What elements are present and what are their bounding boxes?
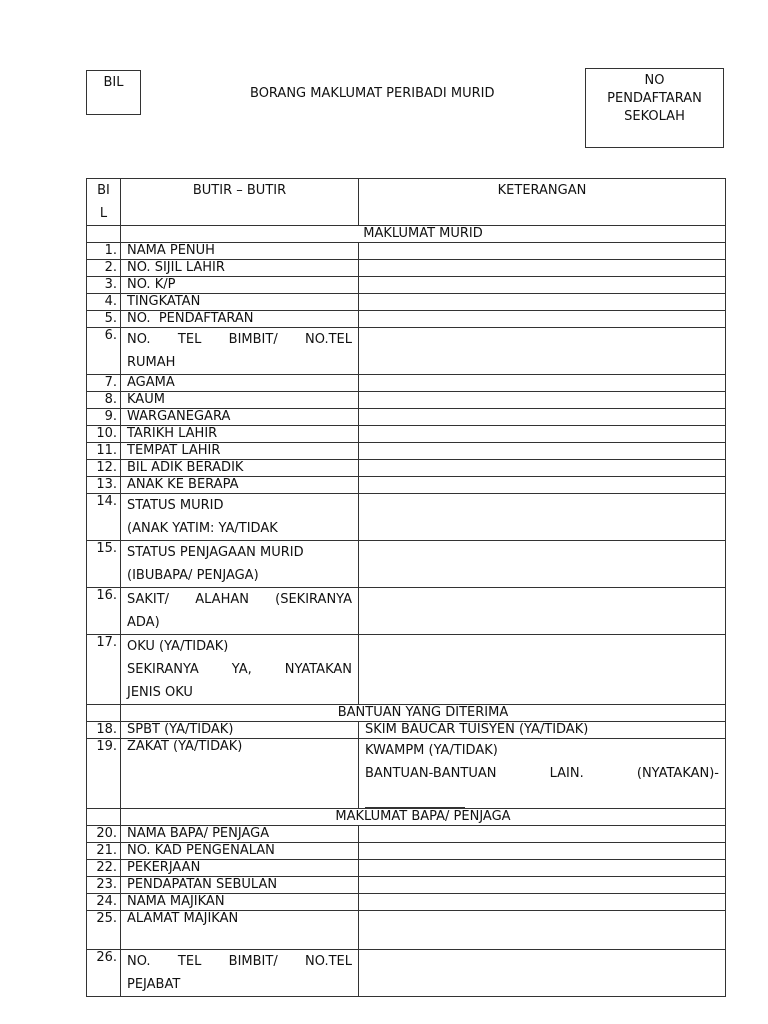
table-row: [87, 494, 726, 541]
row-answer-cell[interactable]: [359, 243, 726, 260]
row-answer-cell[interactable]: [359, 477, 726, 494]
row-answer-cell[interactable]: [359, 311, 726, 328]
form-title: BORANG MAKLUMAT PERIBADI MURID: [250, 86, 495, 101]
row-answer-cell[interactable]: [359, 826, 726, 843]
table-row: [87, 477, 726, 494]
answer-blank-line[interactable]: [365, 785, 719, 808]
section-row: [87, 809, 726, 826]
table-row: [87, 328, 726, 375]
no-line-2: PENDAFTARAN: [607, 91, 702, 106]
row-number: 9.: [87, 409, 121, 426]
section-bantuan: BANTUAN YANG DITERIMA: [121, 705, 726, 722]
row-answer-cell[interactable]: [359, 460, 726, 477]
header-bil: [87, 179, 121, 226]
row-label-line: (ANAK YATIM: YA/TIDAK: [127, 521, 278, 536]
section-blank-cell: [87, 226, 121, 243]
row-label: [121, 328, 359, 375]
row-answer-cell[interactable]: SKIM BAUCAR TUISYEN (YA/TIDAK): [359, 722, 726, 739]
row-label: AGAMA: [121, 375, 359, 392]
table-row: [87, 294, 726, 311]
row-label: NAMA PENUH: [121, 243, 359, 260]
row-answer-line: BANTUAN-BANTUAN LAIN. (NYATAKAN)-: [365, 766, 719, 781]
row-number: 2.: [87, 260, 121, 277]
row-label-line: SEKIRANYA YA, NYATAKAN: [127, 662, 352, 677]
table-row: [87, 260, 726, 277]
row-label: TARIKH LAHIR: [121, 426, 359, 443]
row-answer-cell[interactable]: [359, 426, 726, 443]
row-answer-cell[interactable]: [359, 911, 726, 950]
row-number: 15.: [87, 541, 121, 588]
row-number: 24.: [87, 894, 121, 911]
row-number: 21.: [87, 843, 121, 860]
row-number: 4.: [87, 294, 121, 311]
table-row: [87, 950, 726, 997]
student-info-table: [86, 178, 726, 997]
row-label: ZAKAT (YA/TIDAK): [121, 739, 359, 809]
table-row: [87, 860, 726, 877]
row-label: PENDAPATAN SEBULAN: [121, 877, 359, 894]
row-label-line: ADA): [127, 615, 160, 630]
row-answer-cell[interactable]: [359, 375, 726, 392]
table-row: [87, 311, 726, 328]
row-label: [121, 541, 359, 588]
row-answer-cell[interactable]: [359, 392, 726, 409]
row-label-line: STATUS PENJAGAAN MURID: [127, 545, 304, 560]
row-number: 22.: [87, 860, 121, 877]
row-label: [121, 588, 359, 635]
row-label: NO. SIJIL LAHIR: [121, 260, 359, 277]
row-label-line: STATUS MURID: [127, 498, 224, 513]
row-number: 1.: [87, 243, 121, 260]
table-row: [87, 426, 726, 443]
row-label-line: NO. TEL BIMBIT/ NO.TEL: [127, 954, 352, 969]
bil-box: [86, 70, 141, 115]
row-number: 10.: [87, 426, 121, 443]
registration-number-box: [585, 68, 724, 148]
row-number: 8.: [87, 392, 121, 409]
row-answer-cell[interactable]: [359, 860, 726, 877]
row-answer-cell[interactable]: [359, 277, 726, 294]
row-number: 6.: [87, 328, 121, 375]
header-bil-line2: L: [99, 206, 108, 221]
row-label: KAUM: [121, 392, 359, 409]
table-row: [87, 375, 726, 392]
row-number: 23.: [87, 877, 121, 894]
row-number: 5.: [87, 311, 121, 328]
row-answer-cell[interactable]: [359, 260, 726, 277]
header-bil-line1: BI: [97, 183, 110, 198]
table-row: [87, 277, 726, 294]
table-header-row: [87, 179, 726, 226]
row-label: ANAK KE BERAPA: [121, 477, 359, 494]
row-number: 26.: [87, 950, 121, 997]
section-row: [87, 226, 726, 243]
table-row: [87, 722, 726, 739]
row-answer-cell[interactable]: [359, 541, 726, 588]
table-row: [87, 541, 726, 588]
row-answer-cell[interactable]: [359, 494, 726, 541]
no-line-1: NO: [644, 73, 665, 88]
row-label-line: RUMAH: [127, 355, 176, 370]
row-answer-cell[interactable]: [359, 328, 726, 375]
row-answer-line: KWAMPM (YA/TIDAK): [365, 743, 498, 758]
row-label: PEKERJAAN: [121, 860, 359, 877]
row-label: ALAMAT MAJIKAN: [121, 911, 359, 950]
table-row: [87, 588, 726, 635]
row-number: 20.: [87, 826, 121, 843]
row-label-line: SAKIT/ ALAHAN (SEKIRANYA: [127, 592, 352, 607]
row-label-line: OKU (YA/TIDAK): [127, 639, 229, 654]
row-answer-cell[interactable]: [359, 588, 726, 635]
no-line-3: SEKOLAH: [624, 109, 685, 124]
table-row: [87, 826, 726, 843]
section-maklumat-murid: MAKLUMAT MURID: [121, 226, 726, 243]
header-butir: BUTIR – BUTIR: [121, 179, 359, 226]
row-label: NO. K/P: [121, 277, 359, 294]
table-row: [87, 635, 726, 705]
section-maklumat-bapa: MAKLUMAT BAPA/ PENJAGA: [121, 809, 726, 826]
table-row: [87, 911, 726, 950]
row-answer-cell[interactable]: [359, 877, 726, 894]
row-number: 11.: [87, 443, 121, 460]
row-number: 17.: [87, 635, 121, 705]
row-label: TINGKATAN: [121, 294, 359, 311]
row-answer-cell[interactable]: [359, 843, 726, 860]
row-label-line: (IBUBAPA/ PENJAGA): [127, 568, 259, 583]
table-row: [87, 409, 726, 426]
row-label: SPBT (YA/TIDAK): [121, 722, 359, 739]
table-row: [87, 894, 726, 911]
section-blank-cell: [87, 705, 121, 722]
row-label: NAMA MAJIKAN: [121, 894, 359, 911]
table-row: [87, 243, 726, 260]
row-answer-cell[interactable]: [359, 294, 726, 311]
row-label: TEMPAT LAHIR: [121, 443, 359, 460]
header-keterangan: KETERANGAN: [359, 179, 726, 226]
table-row: [87, 877, 726, 894]
table-row: [87, 392, 726, 409]
row-number: 3.: [87, 277, 121, 294]
bil-label: BIL: [103, 75, 124, 90]
row-number: 19.: [87, 739, 121, 809]
row-label: NO. PENDAFTARAN: [121, 311, 359, 328]
row-label: [121, 494, 359, 541]
row-number: 25.: [87, 911, 121, 950]
row-answer-cell[interactable]: [359, 635, 726, 705]
row-label: [121, 950, 359, 997]
row-answer-cell[interactable]: [359, 950, 726, 997]
row-number: 16.: [87, 588, 121, 635]
row-answer-cell[interactable]: [359, 894, 726, 911]
row-number: 7.: [87, 375, 121, 392]
row-label-line: NO. TEL BIMBIT/ NO.TEL: [127, 332, 352, 347]
row-label: NO. KAD PENGENALAN: [121, 843, 359, 860]
row-label: NAMA BAPA/ PENJAGA: [121, 826, 359, 843]
table-row: [87, 460, 726, 477]
table-row: [87, 843, 726, 860]
row-number: 13.: [87, 477, 121, 494]
section-blank-cell: [87, 809, 121, 826]
row-label-line: PEJABAT: [127, 977, 181, 992]
row-answer-cell[interactable]: [359, 739, 726, 809]
section-row: [87, 705, 726, 722]
row-number: 14.: [87, 494, 121, 541]
row-answer-cell[interactable]: [359, 409, 726, 426]
row-answer-cell[interactable]: [359, 443, 726, 460]
row-label-line: JENIS OKU: [127, 685, 193, 700]
row-label: BIL ADIK BERADIK: [121, 460, 359, 477]
table-row: [87, 443, 726, 460]
table-row: [87, 739, 726, 809]
row-number: 12.: [87, 460, 121, 477]
row-number: 18.: [87, 722, 121, 739]
row-label: WARGANEGARA: [121, 409, 359, 426]
row-label: [121, 635, 359, 705]
